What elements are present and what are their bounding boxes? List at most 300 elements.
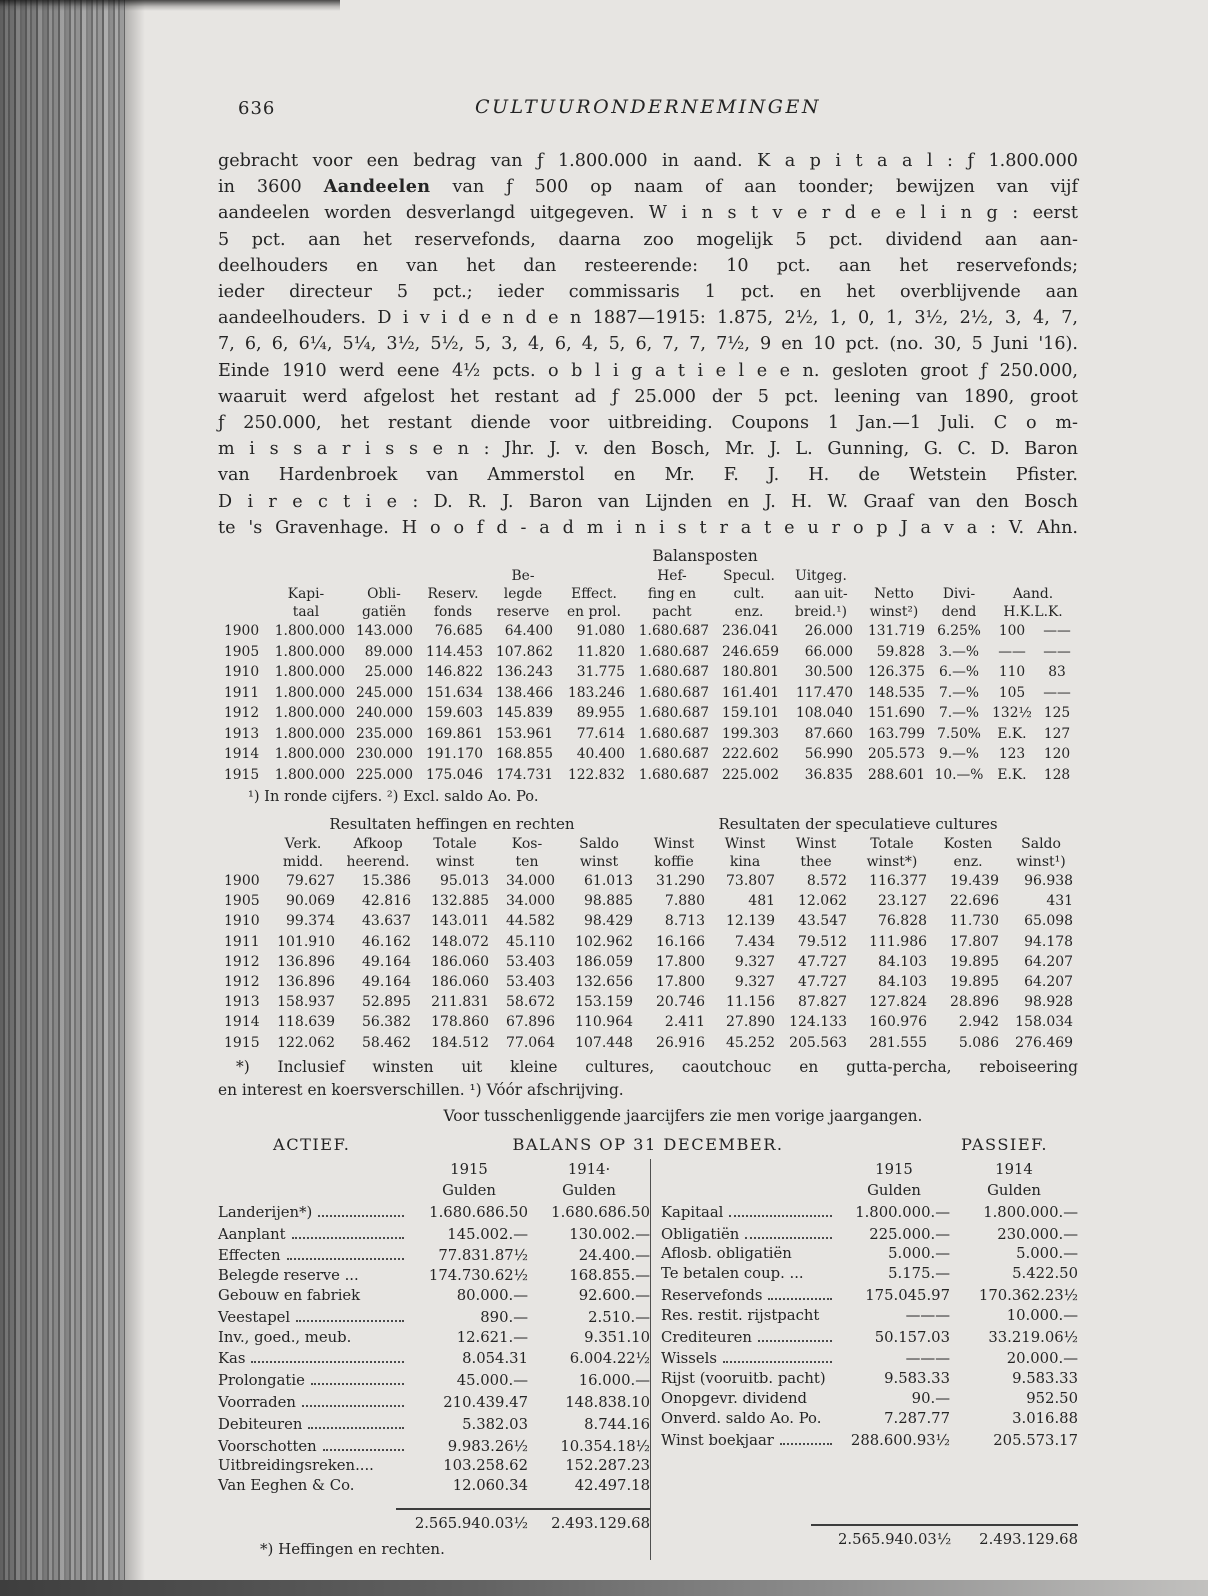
table-cell: 1910 [224, 913, 260, 930]
column-header: Winst [724, 836, 766, 853]
column-header: Netto [874, 586, 914, 603]
balance-item-label: Veestapel [218, 1308, 291, 1326]
table-row [218, 703, 1078, 724]
table-cell: 132½ [992, 705, 1032, 722]
passief-year-row [661, 1159, 1078, 1180]
text-run: m i s s a r i s s e n : Jhr. J. v. den Bosch, Mr. J. L. Gunning, G. C. D. Baron [218, 439, 1078, 460]
table-cell: 53.403 [506, 953, 555, 970]
resultaten-footnote-1: *) Inclusief winsten uit kleine cultures, caoutchouc en gutta-percha, reboiseering [236, 1057, 1078, 1076]
table-cell: 127 [1043, 725, 1071, 742]
table-cell: 222.602 [721, 746, 779, 763]
table-cell: 52.895 [362, 994, 411, 1011]
currency-label: Gulden [987, 1181, 1041, 1199]
table-cell: 138.466 [495, 684, 553, 701]
balance-item-label: Reservefonds [661, 1287, 763, 1305]
table-cell: 34.000 [506, 893, 555, 910]
table-cell: 102.962 [575, 933, 634, 950]
table-cell: —— [1043, 684, 1071, 701]
column-header: Effect. [571, 586, 617, 603]
text-run: aandeelen worden desverlangd uitgegeven. W i n s t v e r d e e l i n g : eerst [218, 203, 1078, 224]
amount-1914: 2.510.— [588, 1308, 650, 1326]
resultaten-header [218, 814, 1078, 871]
balance-title: BALANS OP 31 DECEMBER. [512, 1134, 784, 1154]
table-row [218, 932, 1078, 952]
table-cell: 1915 [224, 1034, 260, 1051]
passief-rows [661, 1201, 1078, 1451]
amount-1914: 24.400.— [578, 1247, 650, 1265]
balance-row [218, 1244, 650, 1266]
amount-1915: ——— [905, 1306, 950, 1324]
table-row [218, 871, 1078, 891]
balance-item-label: Inv., goed., meub. [218, 1328, 352, 1346]
table-cell: 1900 [224, 873, 260, 890]
balance-item-label: Kapitaal [661, 1203, 724, 1221]
amount-1915: 77.831.87½ [438, 1247, 528, 1265]
amount-1915: 1.800.000.— [855, 1203, 950, 1221]
table-cell: 281.555 [869, 1034, 928, 1051]
balance-row [218, 1286, 650, 1306]
table-cell: 27.890 [726, 1014, 776, 1031]
table-cell: E.K. [997, 766, 1027, 783]
amount-1915: 5.000.— [888, 1245, 950, 1263]
table-cell: 235.000 [355, 725, 413, 742]
table-row [218, 765, 1078, 786]
table-cell: 116.377 [869, 873, 928, 890]
table-cell: 12.139 [726, 913, 776, 930]
balance-row [661, 1326, 1078, 1348]
table-cell: 64.207 [1024, 953, 1074, 970]
table-cell: 143.011 [431, 913, 489, 930]
amount-1914: 6.004.22½ [569, 1350, 650, 1368]
table-cell: 145.839 [495, 705, 553, 722]
actief-label: ACTIEF. [273, 1134, 351, 1154]
actief-total-1914: 2.493.129.68 [551, 1515, 650, 1533]
table-cell: 117.470 [795, 684, 853, 701]
actief-column [218, 1159, 650, 1560]
table-cell: 126.375 [867, 664, 925, 681]
table-cell: 123 [998, 746, 1026, 763]
header-row [218, 835, 1078, 853]
column-header [558, 567, 630, 585]
table-cell: 73.807 [726, 873, 776, 890]
table-cell: 1.680.687 [638, 705, 709, 722]
table-row [218, 642, 1078, 663]
passief-total-1915: 2.565.940.03½ [838, 1531, 952, 1549]
table-cell: 1905 [224, 643, 260, 660]
table-cell: 83 [1048, 664, 1066, 681]
table-cell: 47.727 [798, 974, 848, 991]
table-cell: 77.064 [506, 1034, 555, 1051]
balance-row [661, 1244, 1078, 1264]
intro-line [218, 515, 1078, 541]
table-cell: 160.976 [869, 1014, 928, 1031]
table-cell: 230.000 [355, 746, 413, 763]
running-head [218, 96, 1078, 124]
table-cell: 23.127 [878, 893, 928, 910]
table-cell: 9.327 [734, 974, 776, 991]
table-cell: 2.942 [958, 1014, 1000, 1031]
intro-line [218, 462, 1078, 488]
amount-1915: 45.000.— [456, 1372, 528, 1390]
table-cell: 122.832 [567, 766, 625, 783]
table-cell: 7.—% [938, 705, 980, 722]
table-cell: 7.880 [664, 893, 706, 910]
table-row [218, 621, 1078, 642]
table-cell: 19.895 [950, 953, 1000, 970]
table-cell: 44.582 [506, 913, 555, 930]
dotted-leader [287, 1244, 404, 1260]
table-cell: 153.961 [495, 725, 553, 742]
balance-item-label: Aanplant [218, 1225, 286, 1243]
column-header: Verk. [284, 836, 322, 853]
intro-line [218, 436, 1078, 462]
column-header: ten [515, 854, 539, 871]
table-cell: 169.861 [425, 725, 483, 742]
table-cell: 17.800 [656, 974, 706, 991]
balance-row [218, 1476, 650, 1496]
column-header: pacht [652, 604, 692, 621]
table-cell: 481 [748, 893, 776, 910]
column-header [218, 567, 262, 585]
page-bottom-edge [0, 1580, 1208, 1596]
table-cell: 8.572 [806, 873, 848, 890]
balance-item-label: Rijst (vooruitb. pacht) [661, 1370, 826, 1388]
column-header: aan uit- [794, 586, 848, 603]
table-cell: 1.680.687 [638, 643, 709, 660]
table-cell: 9.—% [938, 746, 980, 763]
amount-1915: 12.060.34 [452, 1477, 528, 1495]
column-header: Kapi- [287, 586, 325, 603]
amount-1915: 288.600.93½ [850, 1431, 950, 1449]
table-cell: 107.448 [575, 1034, 634, 1051]
column-header: breid.¹) [794, 604, 848, 621]
page-number: 636 [238, 98, 276, 119]
resultaten-table [218, 814, 1078, 1053]
leader-spacer [827, 1409, 832, 1423]
table-row [218, 1012, 1078, 1032]
column-header: Totale [433, 836, 477, 853]
table-cell: 53.403 [506, 974, 555, 991]
amount-1915: 90.— [911, 1390, 950, 1408]
table-cell: 136.896 [277, 953, 335, 970]
column-header: midd. [282, 854, 324, 871]
balance-row [218, 1347, 650, 1369]
table-cell: 107.862 [495, 643, 553, 660]
table-cell: 101.910 [277, 933, 335, 950]
text-run: ƒ 250.000, het restant diende voor uitbreiding. Coupons 1 Jan.—1 Juli. C o m- [218, 413, 1078, 434]
intro-line [218, 253, 1078, 279]
table-cell: 19.439 [950, 873, 1000, 890]
table-cell: 1.800.000 [274, 623, 345, 640]
table-cell: 11.156 [726, 994, 776, 1011]
balance-item-label: Prolongatie [218, 1372, 305, 1390]
table-cell: 31.775 [576, 664, 625, 681]
text-run: van ƒ 500 op naam of aan toonder; bewijzen van vijf [430, 177, 1079, 198]
table-cell: 163.799 [867, 725, 925, 742]
table-cell: 1.800.000 [274, 746, 345, 763]
header-row [218, 567, 1078, 585]
table-cell: 8.713 [664, 913, 706, 930]
table-cell: 1.680.687 [638, 684, 709, 701]
balance-row [661, 1389, 1078, 1409]
balance-item-label: Voorraden [218, 1394, 296, 1412]
amount-1915: 175.045.97 [865, 1287, 950, 1305]
table-cell: 58.672 [506, 994, 555, 1011]
actief-total-block [218, 1508, 650, 1534]
company-description [218, 148, 1078, 541]
column-header: dend [941, 604, 977, 621]
table-cell: 66.000 [804, 643, 853, 660]
table-cell: 98.928 [1024, 994, 1074, 1011]
table-cell: 45.110 [506, 933, 555, 950]
text-run: 5 pct. aan het reservefonds, daarna zoo mogelijk 5 pct. dividend aan aan- [218, 229, 1078, 250]
balance-row [661, 1201, 1078, 1223]
amount-1914: 16.000.— [578, 1372, 650, 1390]
table-row [218, 683, 1078, 704]
balance-row [661, 1409, 1078, 1429]
balance-item-label: Onopgevr. dividend [661, 1390, 808, 1408]
amount-1914: 9.351.10 [584, 1328, 650, 1346]
table-cell: 159.101 [721, 705, 779, 722]
table-cell: 1.800.000 [274, 664, 345, 681]
table-cell: 146.822 [425, 664, 483, 681]
amount-1914: 152.287.23 [565, 1457, 650, 1475]
dotted-leader [296, 1306, 404, 1322]
actief-total-1915: 2.565.940.03½ [414, 1515, 528, 1533]
balance-item-label: Te betalen coup. ... [661, 1265, 804, 1283]
table-cell: 96.938 [1024, 873, 1074, 890]
table-cell: 431 [1046, 893, 1074, 910]
amount-1914: 3.016.88 [1012, 1409, 1078, 1427]
group-right-title: Resultaten der speculatieve cultures [718, 815, 998, 834]
amount-1915: 225.000.— [869, 1225, 950, 1243]
column-header: winst*) [866, 854, 918, 871]
actief-year-1914: 1914· [567, 1160, 611, 1178]
amount-1914: 205.573.17 [993, 1431, 1078, 1449]
leader-spacer [357, 1328, 404, 1342]
table-cell: 148.535 [867, 684, 925, 701]
table-cell: 3.—% [938, 643, 980, 660]
table-cell: 5.086 [958, 1034, 1000, 1051]
table-cell: 122.062 [277, 1034, 335, 1051]
table-cell: 7.434 [734, 933, 776, 950]
table-cell: 132.885 [431, 893, 489, 910]
table-cell: 42.816 [362, 893, 411, 910]
table-cell: 98.429 [584, 913, 634, 930]
column-header: Winst [795, 836, 837, 853]
balansposten-header [218, 567, 1078, 621]
table-cell: 45.252 [726, 1034, 776, 1051]
table-cell: 31.290 [656, 873, 706, 890]
balance-row [218, 1369, 650, 1391]
column-header: en prol. [567, 604, 621, 621]
column-header: Reserv. [427, 586, 479, 603]
table-cell: 114.453 [425, 643, 483, 660]
leader-spacer [365, 1266, 404, 1280]
column-header: Saldo [1021, 836, 1061, 853]
dotted-leader [311, 1369, 404, 1385]
column-header: Uitgeg. [795, 568, 847, 585]
column-header: kina [729, 854, 761, 871]
amount-1914: 170.362.23½ [978, 1287, 1078, 1305]
table-cell: 89.955 [576, 705, 625, 722]
table-cell: 1911 [224, 933, 260, 950]
amount-1915: 9.983.26½ [447, 1437, 528, 1455]
intro-line [218, 410, 1078, 436]
column-header: Hef- [657, 568, 687, 585]
table-cell: 26.000 [804, 623, 853, 640]
column-header [218, 603, 262, 621]
leader-spacer [813, 1389, 832, 1403]
table-cell: 58.462 [362, 1034, 411, 1051]
text-run: gebracht voor een bedrag van ƒ 1.800.000 in aand. K a p i t a a l : ƒ 1.800.000 [218, 151, 1078, 171]
table-cell: 84.103 [878, 974, 928, 991]
balance-row [661, 1347, 1078, 1369]
balansposten-table [218, 567, 1078, 785]
column-header [218, 853, 266, 871]
dotted-leader [729, 1201, 832, 1217]
dotted-leader [768, 1284, 832, 1300]
column-header [218, 585, 262, 603]
table-cell: 49.164 [362, 953, 411, 970]
amount-1914: 10.000.— [1006, 1306, 1078, 1324]
passief-total-block [661, 1524, 1078, 1550]
column-header: heerend. [346, 854, 410, 871]
amount-1914: 10.354.18½ [560, 1437, 650, 1455]
table-cell: 12.062 [798, 893, 848, 910]
table-cell: 6.—% [938, 664, 980, 681]
balansposten-footnote: ¹) In ronde cijfers. ²) Excl. saldo Ao. Po. [248, 788, 539, 806]
column-header [218, 835, 266, 853]
table-cell: 161.401 [721, 684, 779, 701]
intro-line [218, 358, 1078, 384]
column-header: enz. [953, 854, 983, 871]
balance-row [218, 1306, 650, 1328]
column-header: Saldo [579, 836, 619, 853]
table-cell: —— [1043, 623, 1071, 640]
amount-1915: 50.157.03 [874, 1328, 950, 1346]
amount-1915: 145.002.— [447, 1225, 528, 1243]
table-cell: 26.916 [656, 1034, 706, 1051]
table-cell: 110.964 [575, 1014, 634, 1031]
table-cell: 132.656 [575, 974, 634, 991]
balance-row [218, 1328, 650, 1348]
amount-1915: 9.583.33 [884, 1370, 950, 1388]
table-cell: 67.896 [506, 1014, 555, 1031]
leader-spacer [798, 1244, 832, 1258]
balance-item-label: Obligatiën [661, 1225, 740, 1243]
column-header: Kosten [943, 836, 993, 853]
table-cell: 1.800.000 [274, 725, 345, 742]
column-header [418, 567, 488, 585]
dotted-leader [323, 1435, 404, 1451]
table-cell: 245.000 [355, 684, 413, 701]
table-cell: 1913 [224, 725, 260, 742]
text-run: van Hardenbroek van Ammerstol en Mr. F. J. H. de Wetstein Pfister. [218, 465, 1078, 486]
amount-1914: 148.838.10 [565, 1394, 650, 1412]
column-header: fonds [433, 604, 473, 621]
table-cell: 127.824 [869, 994, 928, 1011]
dotted-leader [745, 1223, 832, 1239]
table-cell: —— [998, 643, 1026, 660]
table-cell: 7.50% [937, 725, 981, 742]
table-cell: 225.002 [721, 766, 779, 783]
table-cell: 1.680.687 [638, 664, 709, 681]
intro-line [218, 279, 1078, 305]
amount-1914: 5.000.— [1016, 1245, 1078, 1263]
table-cell: 28.896 [950, 994, 1000, 1011]
balance-columns [218, 1159, 1078, 1560]
intro-line [218, 174, 1078, 200]
amount-1915: 1.680.686.50 [429, 1203, 528, 1221]
balance-item-label: Landerijen*) [218, 1203, 313, 1221]
amount-1914: 42.497.18 [574, 1477, 650, 1495]
table-cell: 59.828 [876, 643, 925, 660]
amount-1915: 80.000.— [456, 1287, 528, 1305]
balance-item-label: Aflosb. obligatiën [661, 1245, 792, 1263]
table-cell: 180.801 [721, 664, 779, 681]
table-cell: 79.512 [798, 933, 848, 950]
table-cell: 9.327 [734, 953, 776, 970]
table-cell: 22.696 [950, 893, 1000, 910]
actief-year-row [218, 1159, 650, 1180]
table-cell: 94.178 [1024, 933, 1074, 950]
table-row [218, 662, 1078, 683]
balance-row [661, 1429, 1078, 1451]
balance-row [661, 1223, 1078, 1245]
table-cell: 159.603 [425, 705, 483, 722]
column-header [988, 567, 1078, 585]
table-cell: 158.034 [1015, 1014, 1074, 1031]
table-cell: 186.059 [575, 953, 634, 970]
leader-spacer [366, 1286, 404, 1300]
table-cell: 64.400 [504, 623, 553, 640]
amount-1914: 20.000.— [1006, 1350, 1078, 1368]
table-cell: 236.041 [721, 623, 779, 640]
table-cell: 30.500 [804, 664, 853, 681]
table-row [218, 952, 1078, 972]
table-cell: 61.013 [584, 873, 634, 890]
table-cell: 1.680.687 [638, 725, 709, 742]
text-run: D i r e c t i e : D. R. J. Baron van Lijnden en J. H. W. Graaf van den Bosch [218, 491, 1078, 512]
column-header: cult. [733, 586, 765, 603]
column-header: Be- [511, 568, 535, 585]
table-cell: 111.986 [869, 933, 928, 950]
balance-sheet-header [218, 1134, 1078, 1156]
table-cell: 1.800.000 [274, 705, 345, 722]
table-cell: 1914 [224, 746, 260, 763]
currency-label: Gulden [562, 1181, 616, 1199]
currency-label: Gulden [867, 1181, 921, 1199]
text-run: waaruit werd afgelost het restant ad ƒ 25.000 der 5 pct. leening van 1890, groot [218, 386, 1078, 407]
actief-year-1915: 1915 [450, 1160, 488, 1178]
table-cell: 1.680.687 [638, 746, 709, 763]
passief-total-1914: 2.493.129.68 [979, 1531, 1078, 1549]
leader-spacer [810, 1264, 832, 1278]
table-cell: 1.800.000 [274, 766, 345, 783]
balance-item-label: Onverd. saldo Ao. Po. [661, 1409, 822, 1427]
column-header: Afkoop [353, 836, 403, 853]
table-cell: 2.411 [664, 1014, 706, 1031]
column-header: thee [800, 854, 832, 871]
column-header: winst [435, 854, 475, 871]
table-cell: 6.25% [937, 623, 981, 640]
column-header [858, 567, 930, 585]
table-cell: 17.800 [656, 953, 706, 970]
balance-sheet [218, 1134, 1078, 1560]
table-cell: 158.937 [277, 994, 335, 1011]
table-cell: 151.690 [867, 705, 925, 722]
